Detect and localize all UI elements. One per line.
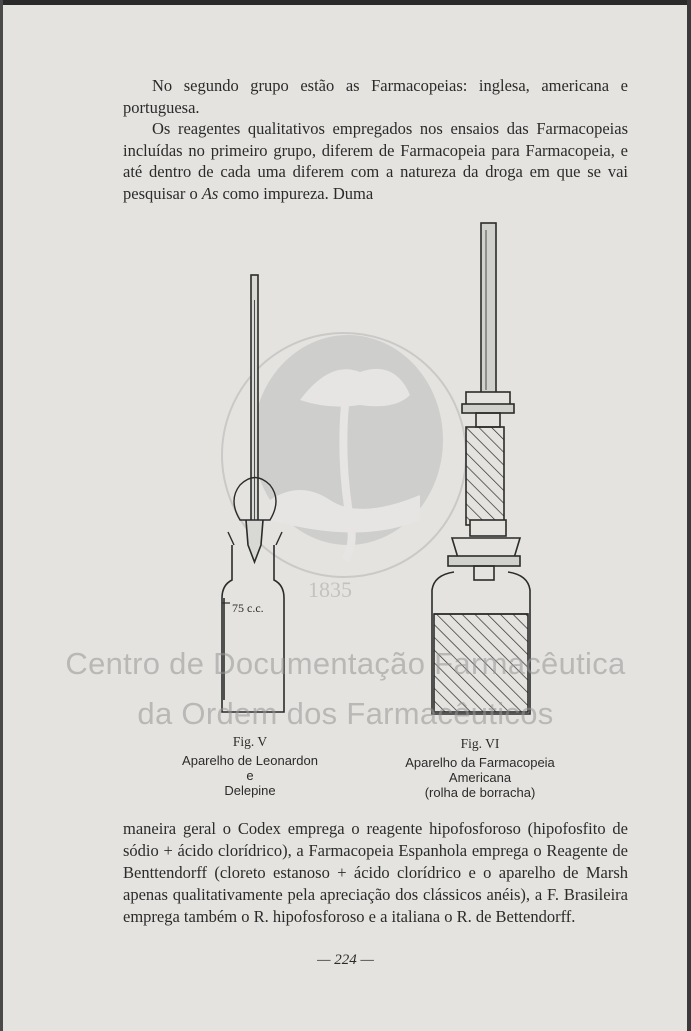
paragraph-1: No segundo grupo estão as Farmacopeias: inglesa, americana e portuguesa. xyxy=(123,76,628,117)
watermark-line-2: da Ordem dos Farmacêuticos xyxy=(137,696,554,731)
bottom-text-block xyxy=(123,818,628,928)
fig5-caption-line-1: Aparelho de Leonardon xyxy=(182,753,318,768)
seal-year: 1835 xyxy=(308,577,352,602)
paragraph-2-tail: como impureza. Duma xyxy=(222,183,374,203)
fig5-caption-line-2: e xyxy=(246,768,254,783)
fig6-apparatus xyxy=(432,223,530,714)
paragraph-2-text: Os reagentes qualitativos empregados nos ensaios das Farmacopeias incluídas no primeiro grupo, diferem de Farmacopeia para Farmacopeia, e até dentro de cada uma diferem com a natureza da droga em que se vai pesquisar o xyxy=(123,119,628,203)
fig6-caption-line-1: Aparelho da Farmacopeia xyxy=(405,755,555,770)
page-number: — 224 — xyxy=(317,952,374,968)
fig5-label: Fig. V xyxy=(232,734,268,749)
fig6-caption xyxy=(380,736,580,800)
fig6-label: Fig. VI xyxy=(460,736,500,751)
arsenic-symbol: As xyxy=(201,183,219,203)
fig5-caption xyxy=(160,734,340,798)
paragraph-3: maneira geral o Codex emprega o reagente hipofosforoso (hipofosfito de sódio + ácido clorídrico), a Farmacopeia Espanhola emprega o Reagente de Benttendorff (cloreto estanoso + ácido clorídrico e o aparelho de Marsh apenas qualitativamente pela apreciação dos clássicos anéis), a F. Brasileira emprega também o R. hipofosforoso e a italiana o R. de Bettendorff. xyxy=(123,819,628,926)
volume-mark: 75 c.c. xyxy=(232,601,264,615)
fig6-caption-line-3: (rolha de borracha) xyxy=(424,785,536,800)
fig5-caption-line-3: Delepine xyxy=(224,783,276,798)
watermark-line-1: Centro de Documentação Farmacêutica xyxy=(65,646,626,681)
fig6-caption-line-2: Americana xyxy=(448,770,512,785)
